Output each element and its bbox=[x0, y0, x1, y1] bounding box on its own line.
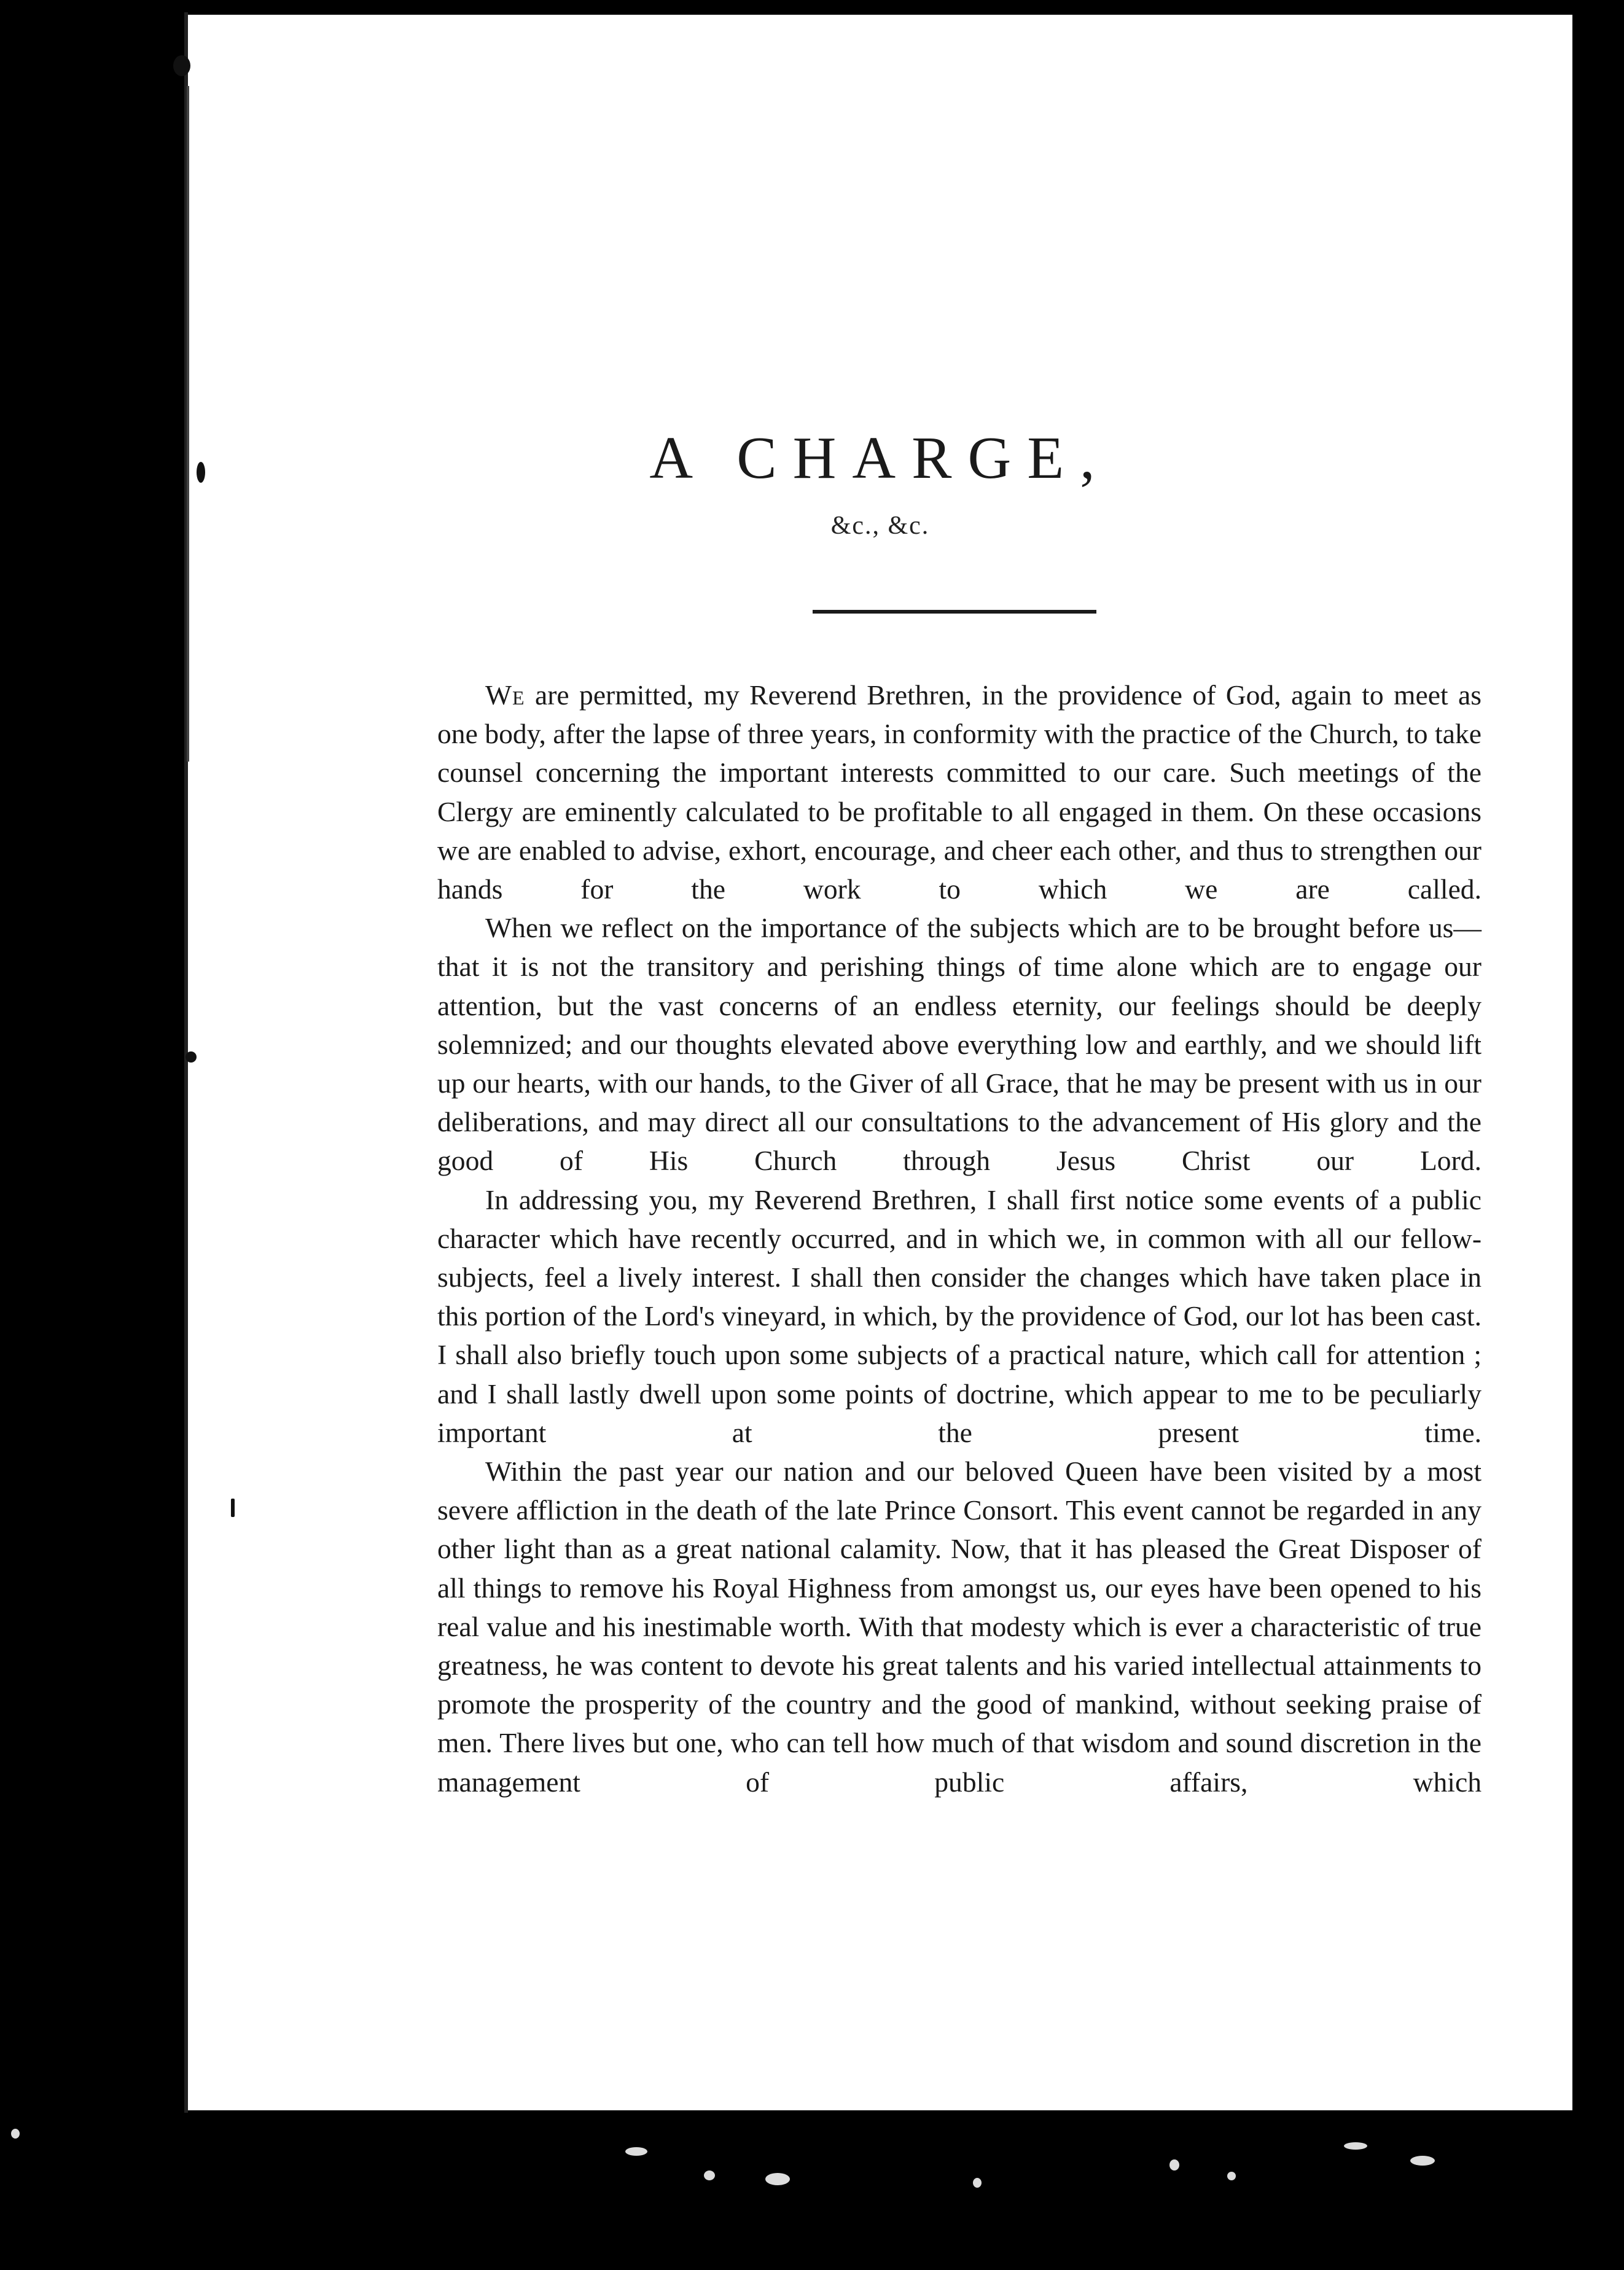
title-rule bbox=[813, 610, 1096, 614]
binding-mark bbox=[185, 1051, 197, 1063]
scan-speck bbox=[704, 2171, 715, 2180]
scan-speck bbox=[11, 2129, 20, 2139]
paragraph: When we reflect on the importance of the subjects which are to be brought before us—that it is not the transitory and perishing things of time alone which are to engage our attention, but the vast concerns of an endless eternity, our feelings should be deeply solemnized; and our thoughts elevated above everything low and earthly, and we should lift up our hearts, with our hands, to the Giver of all Grace, that he may be present with us in our deliberations, and may direct all our consultations to the advancement of His glory and the good of His Church through Jesus Christ our Lord. bbox=[437, 912, 1482, 1177]
paragraph-text: are permitted, my Reverend Brethren, in the providence of God, again to meet as one body, after the lapse of three years, in conformity with the practice of the Church, to take counsel concerning the important interests committed to our care. Such meetings of the Clergy are eminently calculated to be profitable to all engaged in them. On these occasions we are enabled to advise, exhort, encourage, and cheer each other, and thus to strengthen our hands for the work to which we are called. bbox=[437, 679, 1482, 905]
scan-speck bbox=[765, 2173, 790, 2185]
binding-mark bbox=[173, 55, 190, 76]
binding-mark bbox=[231, 1499, 235, 1517]
scan-speck bbox=[973, 2178, 982, 2188]
page-subtitle: &c., &c. bbox=[830, 512, 930, 540]
opening-word: We bbox=[485, 679, 525, 711]
body-text bbox=[437, 676, 1482, 1801]
paragraph: Within the past year our nation and our beloved Queen have been visited by a most severe affliction in the death of the late Prince Consort. This event cannot be regarded in any other light than as a great national calamity. Now, that it has pleased the Great Disposer of all things to remove his Royal Highness from amongst us, our eyes have been opened to his real value and his inestimable worth. With that modesty which is ever a characteristic of true greatness, he was content to devote his great talents and his varied intellectual attainments to promote the prosperity of the country and the good of mankind, without seeking praise of men. There lives but one, who can tell how much of that wisdom and sound discretion in the management of public affairs, which bbox=[437, 1456, 1482, 1798]
paragraph bbox=[437, 676, 1482, 908]
paragraph: In addressing you, my Reverend Brethren, I shall first notice some events of a public character which have recently occurred, and in which we, in common with all our fellow-subjects, feel a lively interest. I shall then consider the changes which have taken place in this portion of the Lord's vineyard, in which, by the providence of God, our lot has been cast. I shall also briefly touch upon some subjects of a practical nature, which call for attention ; and I shall lastly dwell upon some points of doctrine, which appear to me to be peculiarly important at the present time. bbox=[437, 1184, 1482, 1448]
scan-speck bbox=[1227, 2172, 1236, 2180]
page-title: A CHARGE, bbox=[649, 425, 1111, 491]
scan-speck bbox=[625, 2147, 647, 2156]
scan-speck bbox=[1169, 2159, 1179, 2171]
scan-speck bbox=[1410, 2156, 1435, 2166]
scan-speck bbox=[1344, 2142, 1367, 2150]
